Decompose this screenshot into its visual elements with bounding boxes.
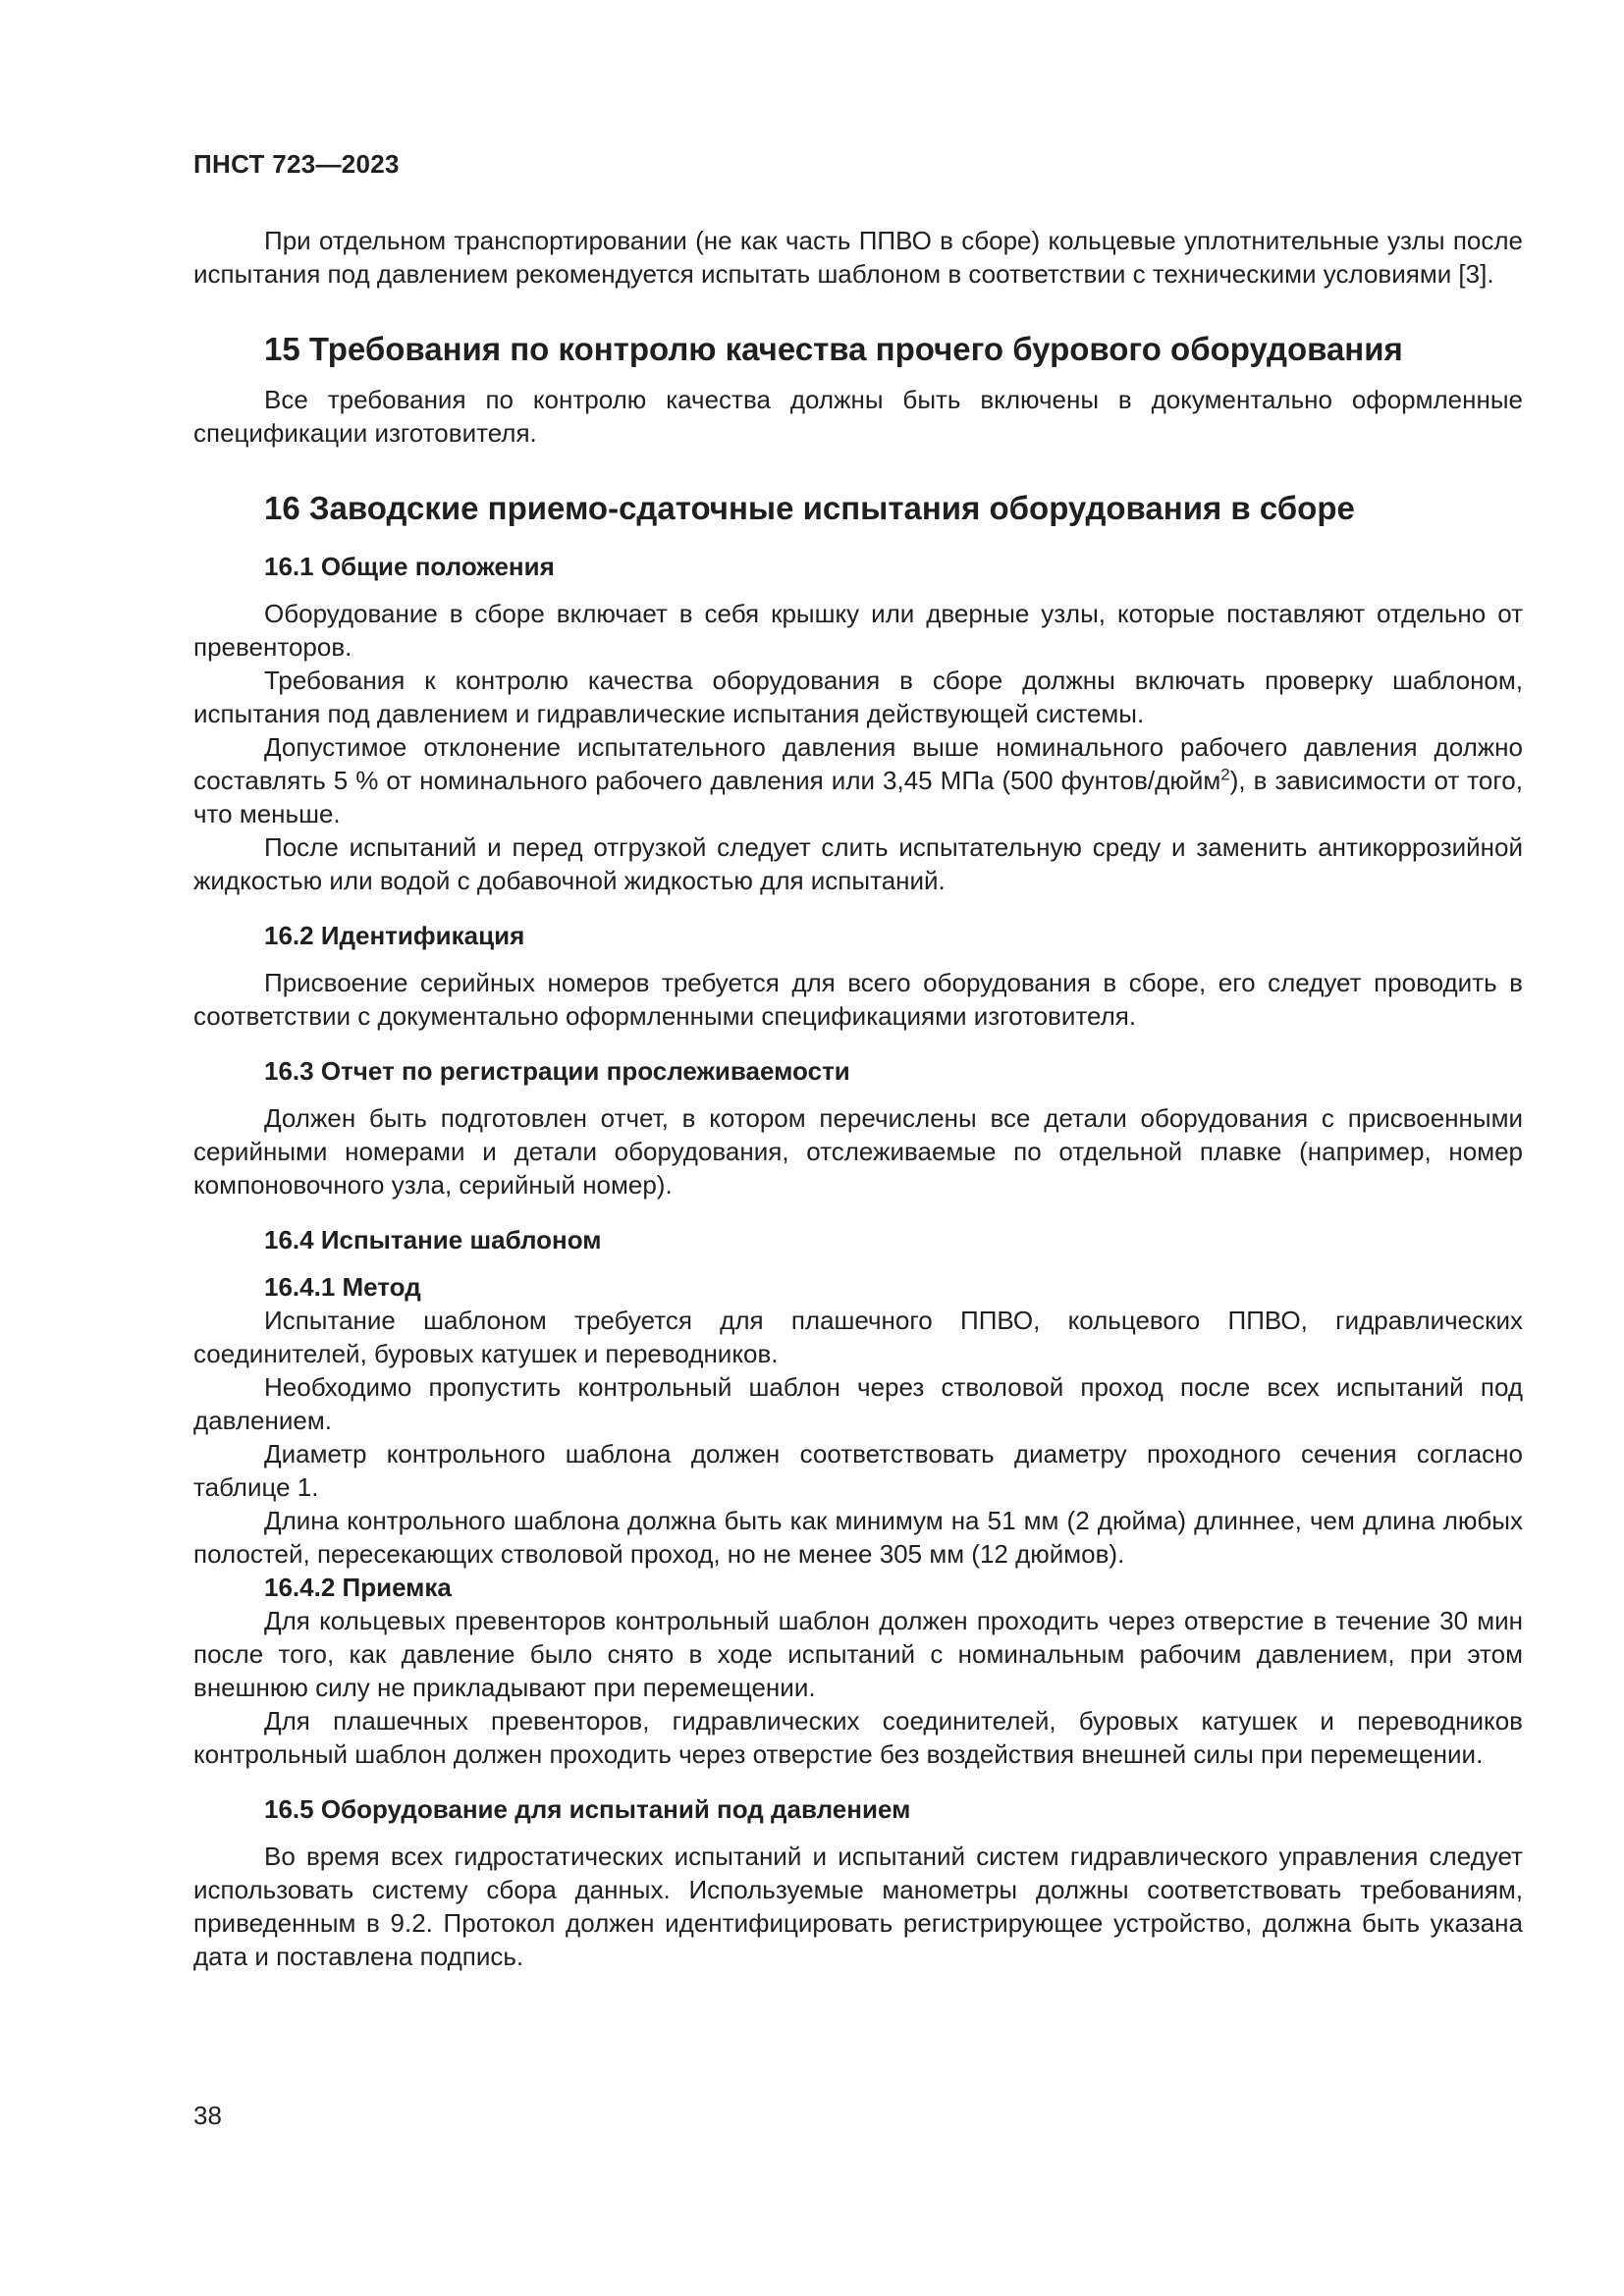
section-16-4-1-title: 16.4.1 Метод bbox=[264, 1272, 421, 1302]
section-16-2-title: 16.2 Идентификация bbox=[264, 921, 525, 950]
intro-paragraph: При отдельном транспортировании (не как часть ППВО в сборе) кольцевые уплотнительные узлы после испытания под давлением рекомендуется испытать шаблоном в соответствии с техническими условиями [3]. bbox=[193, 226, 1523, 289]
section-16-1-title: 16.1 Общие положения bbox=[264, 552, 555, 581]
section-16-4-1-paragraph-2: Необходимо пропустить контрольный шаблон через стволовой проход после всех испытаний под давлением. bbox=[193, 1372, 1523, 1435]
section-16-4-1-paragraph-4: Длина контрольного шаблона должна быть как минимум на 51 мм (2 дюйма) длиннее, чем длина любых полостей, пересекающих стволовой проход, но не менее 305 мм (12 дюймов). bbox=[193, 1506, 1523, 1569]
page-number: 38 bbox=[193, 2101, 222, 2130]
section-16-4-title: 16.4 Испытание шаблоном bbox=[264, 1225, 602, 1255]
section-16-5-title: 16.5 Оборудование для испытаний под давлением bbox=[264, 1794, 911, 1824]
document-body bbox=[193, 224, 1523, 1973]
section-16-1-paragraph-3 bbox=[193, 730, 1523, 830]
section-15-title: 15 Требования по контролю качества прочего бурового оборудования bbox=[264, 331, 1403, 367]
section-16-4-2-paragraph-2: Для плашечных превенторов, гидравлических соединителей, буровых катушек и переводников контрольный шаблон должен проходить через отверстие без воздействия внешней силы при перемещении. bbox=[193, 1706, 1523, 1769]
section-16-1-paragraph-1: Оборудование в сборе включает в себя крышку или дверные узлы, которые поставляют отдельно от превенторов. bbox=[193, 599, 1523, 662]
document-code-header: ПНСТ 723—2023 bbox=[193, 149, 400, 179]
section-16-1-paragraph-4: После испытаний и перед отгрузкой следует слить испытательную среду и заменить антикоррозийной жидкостью или водой с добавочной жидкостью для испытаний. bbox=[193, 832, 1523, 895]
section-16-3-title: 16.3 Отчет по регистрации прослеживаемости bbox=[264, 1056, 850, 1086]
section-16-3-paragraph: Должен быть подготовлен отчет, в котором перечислены все детали оборудования с присвоенными серийными номерами и детали оборудования, отслеживаемые по отдельной плавке (например, номер компоновочного узла, серийный номер). bbox=[193, 1103, 1523, 1200]
paragraph-text: ), в зависимости от того, что меньше. bbox=[193, 766, 1523, 828]
section-16-1-paragraph-2: Требования к контролю качества оборудования в сборе должны включать проверку шаблоном, испытания под давлением и гидравлические испытания действующей системы. bbox=[193, 666, 1523, 728]
section-16-4-2-paragraph-1: Для кольцевых превенторов контрольный шаблон должен проходить через отверстие в течение 30 мин после того, как давление было снято в ходе испытаний с номинальным рабочим давлением, при этом внешнюю силу не прикладывают при перемещении. bbox=[193, 1606, 1523, 1702]
section-16-4-1-paragraph-3: Диаметр контрольного шаблона должен соответствовать диаметру проходного сечения согласно таблице 1. bbox=[193, 1439, 1523, 1502]
section-16-5-paragraph: Во время всех гидростатических испытаний и испытаний систем гидравлического управления следует использовать систему сбора данных. Используемые манометры должны соответствовать требованиям, приведенным в 9.2. Протокол должен идентифицировать регистрирующее устройство, должна быть указана дата и поставлена подпись. bbox=[193, 1842, 1523, 1971]
paragraph-text: Допустимое отклонение испытательного давления выше номинального рабочего давления должно составлять 5 % от номинального рабочего давления или 3,45 МПа (500 фунтов/дюйм bbox=[193, 732, 1523, 795]
superscript: 2 bbox=[1220, 765, 1230, 784]
section-15-paragraph: Все требования по контролю качества должны быть включены в документально оформленные спецификации изготовителя. bbox=[193, 385, 1523, 448]
section-16-4-1-paragraph-1: Испытание шаблоном требуется для плашечного ППВО, кольцевого ППВО, гидравлических соединителей, буровых катушек и переводников. bbox=[193, 1306, 1523, 1368]
section-16-title: 16 Заводские приемо-сдаточные испытания оборудования в сборе bbox=[264, 490, 1355, 526]
section-16-4-2-title: 16.4.2 Приемка bbox=[264, 1573, 452, 1602]
section-16-2-paragraph: Присвоение серийных номеров требуется для всего оборудования в сборе, его следует проводить в соответствии с документально оформленными спецификациями изготовителя. bbox=[193, 968, 1523, 1031]
